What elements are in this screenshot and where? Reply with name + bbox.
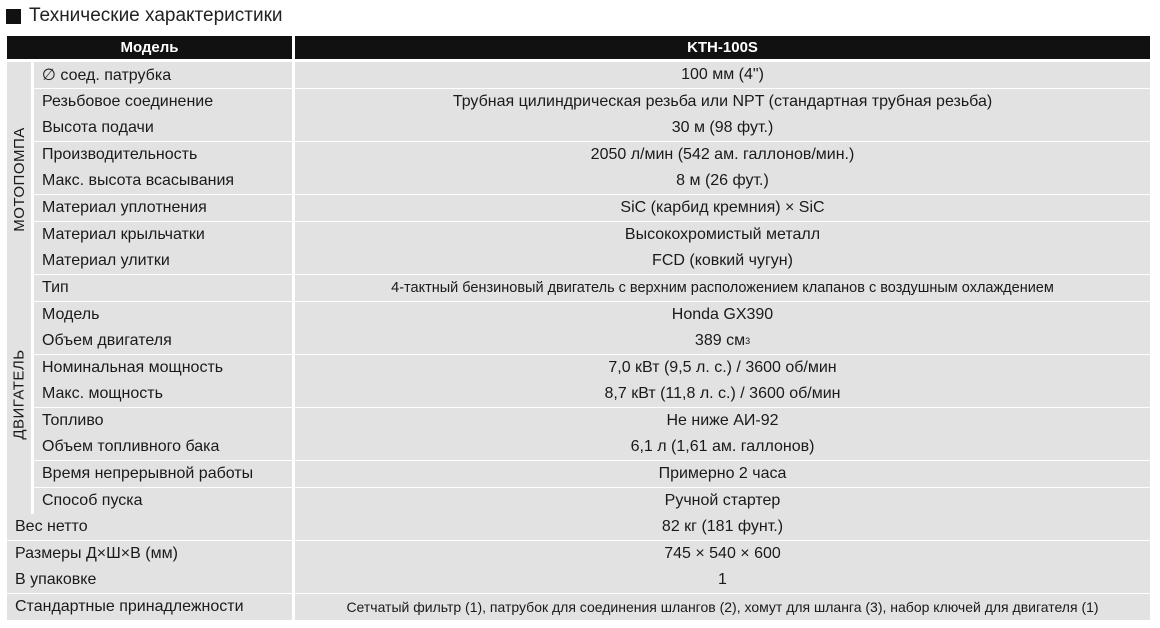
table-row <box>7 62 1150 88</box>
table-row <box>7 328 1150 354</box>
row-label: Объем двигателя <box>34 328 292 354</box>
row-value: 7,0 кВт (9,5 л. с.) / 3600 об/мин <box>295 355 1150 381</box>
row-label: Номинальная мощность <box>34 355 292 381</box>
row-label: Объем топливного бака <box>34 434 292 460</box>
row-label: Тип <box>34 275 292 301</box>
row-value: 1 <box>295 567 1150 593</box>
title-text: Технические характеристики <box>29 5 283 26</box>
row-value: 745 × 540 × 600 <box>295 541 1150 567</box>
row-label: Производительность <box>34 142 292 168</box>
row-label: Способ пуска <box>34 488 292 514</box>
table-row <box>7 89 1150 115</box>
row-label: Вес нетто <box>7 514 292 540</box>
row-value: 6,1 л (1,61 ам. галлонов) <box>295 434 1150 460</box>
row-label: Размеры Д×Ш×В (мм) <box>7 541 292 567</box>
table-row <box>7 594 1150 620</box>
row-label: Материал уплотнения <box>34 195 292 221</box>
row-value: Сетчатый фильтр (1), патрубок для соединения шлангов (2), хомут для шланга (3), набор ключей для двигателя (1) <box>295 594 1150 620</box>
row-value: 100 мм (4") <box>295 62 1150 88</box>
table-row <box>7 408 1150 434</box>
table-row <box>7 115 1150 141</box>
row-value: Примерно 2 часа <box>295 461 1150 487</box>
row-label: Модель <box>34 302 292 328</box>
row-label: Макс. высота всасывания <box>34 168 292 194</box>
row-value: 2050 л/мин (542 ам. галлонов/мин.) <box>295 142 1150 168</box>
row-value <box>295 328 1150 354</box>
row-value: Не ниже АИ-92 <box>295 408 1150 434</box>
table-row <box>7 461 1150 487</box>
row-value: Трубная цилиндрическая резьба или NPT (стандартная трубная резьба) <box>295 89 1150 115</box>
row-value: Высокохромистый металл <box>295 222 1150 248</box>
group-pump-label: МОТОПОМПА <box>10 126 28 232</box>
row-value: SiC (карбид кремния) × SiC <box>295 195 1150 221</box>
row-label: Материал улитки <box>34 248 292 274</box>
table-row <box>7 541 1150 567</box>
row-label: Стандартные принадлежности <box>7 594 292 620</box>
row-label: Макс. мощность <box>34 381 292 407</box>
table-row <box>7 567 1150 593</box>
engine-volume-sup: 3 <box>745 336 751 346</box>
row-value: Ручной стартер <box>295 488 1150 514</box>
row-label: Топливо <box>34 408 292 434</box>
table-row <box>7 514 1150 540</box>
row-value: 30 м (98 фут.) <box>295 115 1150 141</box>
title-square-icon <box>6 9 21 24</box>
row-value: 82 кг (181 фунт.) <box>295 514 1150 540</box>
table-row <box>7 195 1150 221</box>
engine-volume-value: 389 см <box>694 332 746 349</box>
table-row <box>7 222 1150 248</box>
row-value: 4-тактный бензиновый двигатель с верхним расположением клапанов с воздушным охлаждением <box>295 275 1150 301</box>
row-label: Резьбовое соединение <box>34 89 292 115</box>
table-row <box>7 142 1150 168</box>
table-row <box>7 355 1150 381</box>
section-title <box>6 2 283 30</box>
row-label: В упаковке <box>7 567 292 593</box>
row-value: Honda GX390 <box>295 302 1150 328</box>
table-row <box>7 275 1150 301</box>
table-row <box>7 248 1150 274</box>
table-row <box>7 168 1150 194</box>
header-model-value: KTH-100S <box>295 36 1150 59</box>
row-label: Материал крыльчатки <box>34 222 292 248</box>
header-model-label: Модель <box>7 36 292 59</box>
row-value: FCD (ковкий чугун) <box>295 248 1150 274</box>
row-label: Время непрерывной работы <box>34 461 292 487</box>
table-row <box>7 381 1150 407</box>
row-value: 8 м (26 фут.) <box>295 168 1150 194</box>
table-row <box>7 488 1150 514</box>
row-label: Высота подачи <box>34 115 292 141</box>
table-row <box>7 434 1150 460</box>
row-value: 8,7 кВт (11,8 л. с.) / 3600 об/мин <box>295 381 1150 407</box>
row-label: ∅ соед. патрубка <box>34 62 292 88</box>
group-engine-label: ДВИГАТЕЛЬ <box>10 349 28 440</box>
table-row <box>7 302 1150 328</box>
